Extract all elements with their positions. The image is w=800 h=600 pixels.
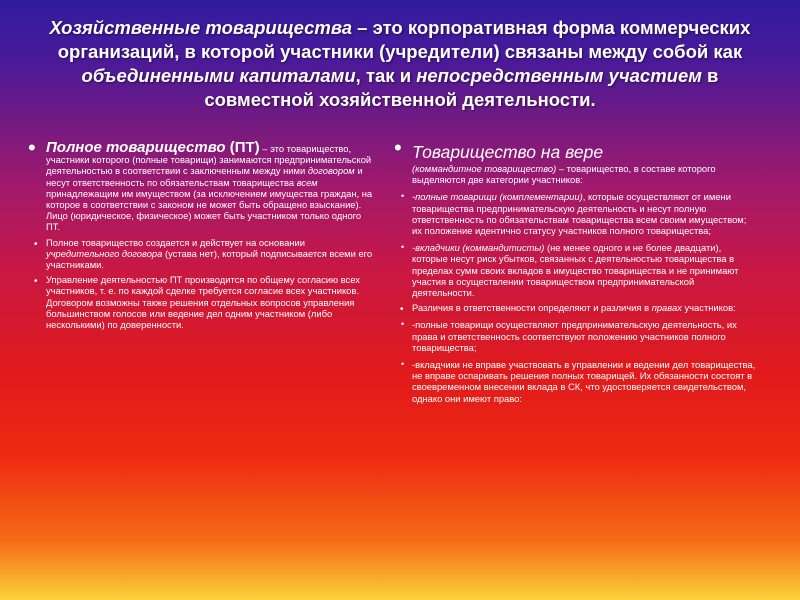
bullet-dot-icon: • [34,276,38,288]
full-partnership-term: Полное товарищество [46,139,226,156]
right-b2-text-1: Различия в ответственности определяют и различия в [412,302,652,314]
right-s1-text: , которые осуществляют от имени товарищества предпринимательскую деятельность и несут полную ответственность по обязательствам товарищества всем своим имуществом; их положение идентично статусу участников полного товарищества; [412,191,747,237]
left-bullet-2 [34,236,376,271]
sub-dot-icon: • [401,242,405,253]
right-sub-4 [401,359,757,404]
title-term: Хозяйственные товарищества [49,17,353,38]
right-column [394,135,757,404]
left-b2-emph-1: учредительного договора [46,247,163,259]
right-sub-2 [401,242,757,299]
left-bullet-1 [28,135,376,233]
bullet-dot-icon: • [34,238,38,250]
left-b1-text-3: принадлежащим им имуществом (за исключением имущества граждан, на которое в соответствии с законом не может быть обращено взыскание). Лицо (юридическое, физическое) может быть участником только одного ПТ. [46,187,373,233]
bullet-dot-icon: • [28,135,36,160]
right-s2-text: (не менее одного и не более двадцати), которые несут риск убытков, связанных с деятельностью товарищества в пределах сумм своих вкладов в имущество товарищества и не принимают участия в осуществлении товариществом предпринимательской деятельности. [412,242,739,299]
right-lead-text: – товарищество, в составе которого выделяются две категории участников: [412,163,716,186]
sub-dot-icon: • [401,319,405,330]
title-emph-1: объединенными капиталами [81,65,356,86]
left-b1-emph-2: всем [296,176,318,188]
left-b1-text-2: и несут ответственность по обязательствам товарищества [46,165,363,188]
right-sub-3 [401,319,757,353]
limited-partnership-alias: (коммандитное товарищество) [412,163,557,174]
left-bullet-3 [34,274,376,331]
right-b2-emph: правах [651,302,682,314]
slide-title [40,16,760,112]
limited-partnership-term: Товарищество на вере [412,142,604,162]
left-column [28,135,376,331]
left-b2-text-1: Полное товарищество создается и действует на основании [46,236,305,248]
title-text-3: в совместной хозяйственной деятельности. [204,65,719,110]
title-emph-2: непосредственным участием [416,65,702,86]
left-b2-text-2: (устава нет), который подписывается всеми его участниками. [46,247,373,271]
sub-dot-icon: • [401,359,405,370]
right-bullet-2 [400,302,757,316]
right-s1-emph: -полные товарищи (комплементарии) [412,191,583,203]
right-s3-text: -полные товарищи осуществляют предпринимательскую деятельность, их права и ответственность соответствуют положению участников полного товарищества; [412,319,737,353]
right-s2-emph: -вкладчики (коммандитисты) [412,242,545,254]
left-b1-text-1: – это товарищество, участники которого (полные товарищи) занимаются предпринимательской деятельностью в соответствии с заключенным между ними [46,143,372,177]
left-b3-text: Управление деятельностью ПТ производится по общему согласию всех участников, т. е. по каждой сделке требуется согласие всех участников. Договором возможны также решения отдельных вопросов управления большинством голосов или ведение дел одним участником (либо несколькими) по доверенности. [46,274,360,331]
right-bullet-1 [394,135,757,186]
full-partnership-abbr: (ПТ) [225,139,260,156]
title-text-2: , так и [355,65,417,86]
sub-dot-icon: • [401,191,405,202]
bullet-dot-icon: • [394,135,402,160]
right-b2-text-2: участников: [681,302,736,314]
bullet-dot-icon: • [400,304,404,316]
right-sub-1 [401,191,757,237]
title-text-1: – это корпоративная форма коммерческих организаций, в которой участники (учредители) связаны между собой как [57,17,751,62]
right-s4-text: -вкладчики не вправе участвовать в управлении и ведении дел товарищества, не вправе оспаривать решения полных товарищей. Их обязанности состоят в своевременном внесении вклада в СК, что удостоверяется свидетельством, однако они имеют право: [412,359,756,404]
left-b1-emph-1: договором [307,165,355,177]
